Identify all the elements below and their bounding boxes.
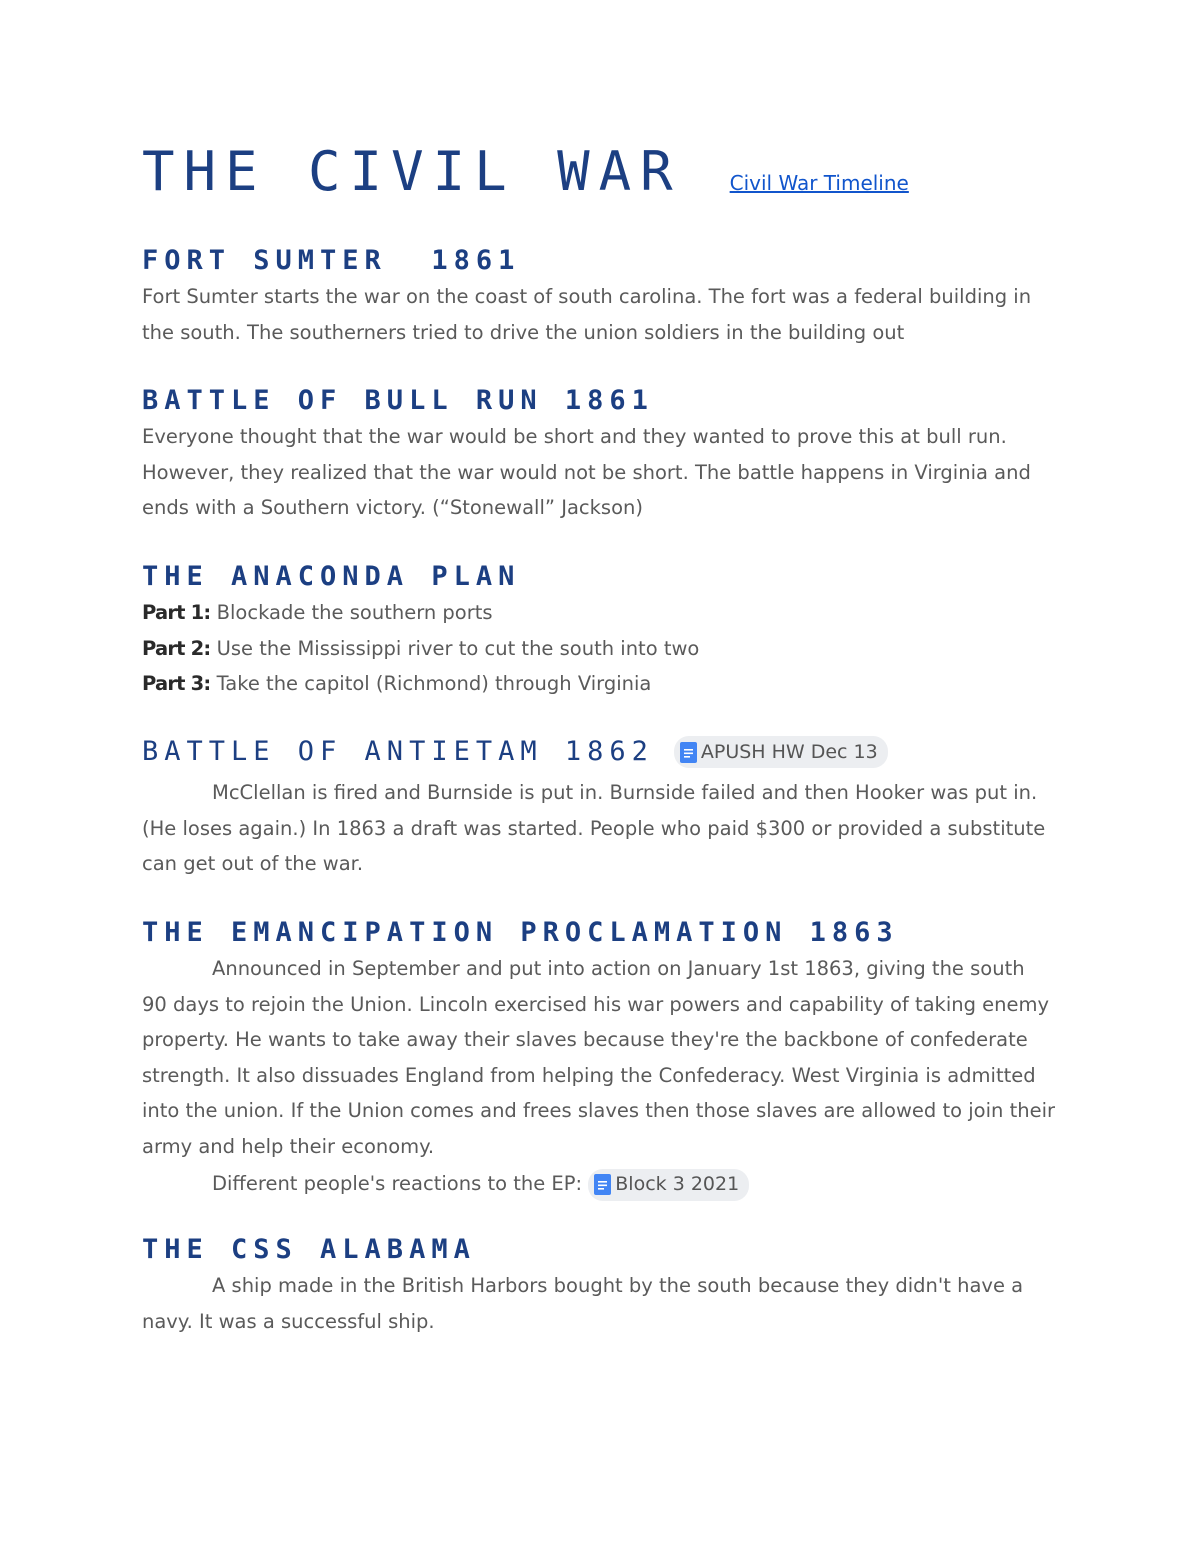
text-line: (He loses again.) In 1863 a draft was started. People who paid $300 or provided a substitute bbox=[142, 816, 1046, 840]
text-line: A ship made in the British Harbors bought by the south because they didn't have a bbox=[212, 1274, 1024, 1297]
text-line: property. He wants to take away their slaves because they're the backbone of confederate bbox=[142, 1028, 1028, 1051]
text-line: Announced in September and put into action on January 1st 1863, giving the south bbox=[212, 957, 1025, 980]
section-paragraph bbox=[142, 1268, 1062, 1339]
section-heading: THE CSS ALABAMA bbox=[142, 1234, 476, 1265]
section-paragraph bbox=[142, 279, 1062, 350]
part-text: Use the Mississippi river to cut the south into two bbox=[210, 636, 700, 660]
section-heading: THE EMANCIPATION PROCLAMATION 1863 bbox=[142, 917, 899, 948]
section-paragraph bbox=[142, 595, 1062, 702]
block3-doc-chip[interactable] bbox=[588, 1169, 749, 1201]
text-line: Different people's reactions to the EP: bbox=[212, 1172, 589, 1195]
section-heading: BATTLE OF BULL RUN 1861 bbox=[142, 385, 654, 416]
section-paragraph bbox=[142, 775, 1062, 882]
section-heading: BATTLE OF ANTIETAM 1862 bbox=[142, 736, 654, 767]
section-css-alabama bbox=[142, 1232, 1062, 1339]
text-line: army and help their economy. bbox=[142, 1134, 435, 1158]
section-paragraph bbox=[142, 951, 1062, 1164]
section-emancipation bbox=[142, 915, 1062, 1202]
section-anaconda-plan bbox=[142, 559, 1062, 702]
title-row bbox=[142, 140, 909, 203]
part-label: Part 1: bbox=[142, 601, 211, 624]
section-fort-sumter bbox=[142, 243, 1062, 350]
section-antietam bbox=[142, 734, 1062, 882]
text-line: into the union. If the Union comes and frees slaves then those slaves are allowed to join their bbox=[142, 1099, 1056, 1122]
civil-war-timeline-link[interactable]: Civil War Timeline bbox=[729, 171, 909, 195]
document-title: THE CIVIL WAR bbox=[142, 140, 682, 203]
section-paragraph bbox=[142, 419, 1062, 526]
text-line: Everyone thought that the war would be short and they wanted to prove this at bull run. bbox=[142, 425, 1007, 448]
text-line: the south. The southerners tried to drive the union soldiers in the building out bbox=[142, 320, 905, 344]
section-heading: THE ANACONDA PLAN bbox=[142, 561, 521, 592]
text-line: However, they realized that the war would not be short. The battle happens in Virginia and bbox=[142, 460, 1031, 484]
section-bull-run bbox=[142, 383, 1062, 526]
part-text: Take the capitol (Richmond) through Virginia bbox=[210, 672, 652, 695]
text-line: ends with a Southern victory. (“Stonewall” Jackson) bbox=[142, 496, 643, 519]
reactions-paragraph bbox=[142, 1166, 1062, 1202]
section-heading-row bbox=[142, 734, 1062, 770]
chip-label: APUSH HW Dec 13 bbox=[700, 741, 878, 763]
text-line: McClellan is fired and Burnside is put in. Burnside failed and then Hooker was put in. bbox=[212, 781, 1038, 804]
text-line: strength. It also dissuades England from helping the Confederacy. West Virginia is admitted bbox=[142, 1063, 1036, 1087]
google-doc-icon bbox=[594, 1174, 611, 1195]
part-label: Part 2: bbox=[142, 636, 211, 660]
part-label: Part 3: bbox=[142, 672, 211, 695]
text-line: 90 days to rejoin the Union. Lincoln exercised his war powers and capability of taking enemy bbox=[142, 992, 1050, 1016]
text-line: navy. It was a successful ship. bbox=[142, 1309, 435, 1333]
text-line: Fort Sumter starts the war on the coast of south carolina. The fort was a federal building in bbox=[142, 285, 1032, 308]
chip-label: Block 3 2021 bbox=[615, 1172, 740, 1195]
google-doc-icon bbox=[680, 742, 697, 763]
text-line: can get out of the war. bbox=[142, 852, 364, 875]
section-heading: FORT SUMTER 1861 bbox=[142, 245, 521, 276]
apush-hw-doc-chip[interactable] bbox=[674, 736, 888, 768]
part-text: Blockade the southern ports bbox=[210, 601, 493, 624]
